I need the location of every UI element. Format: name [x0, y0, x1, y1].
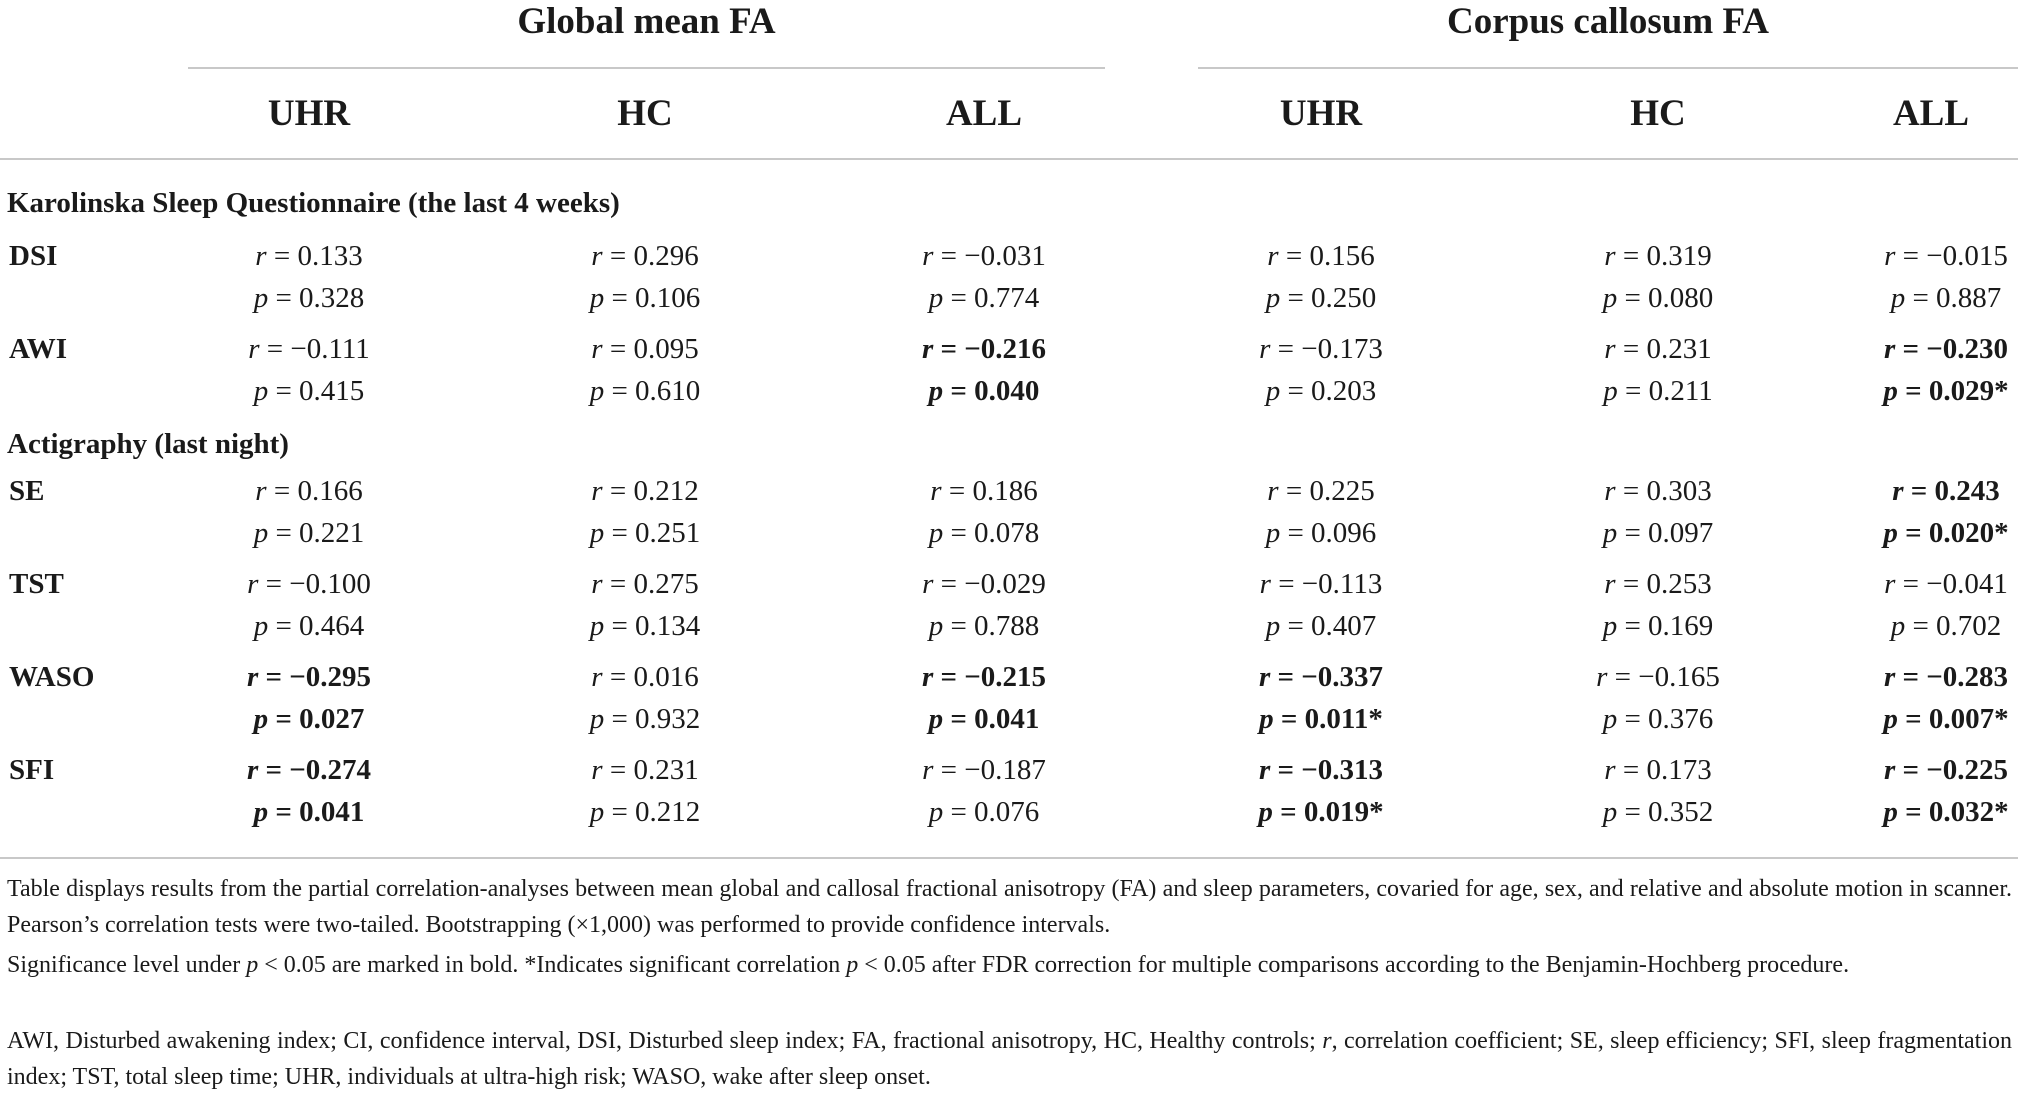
cell-p-value: p = 0.203: [1265, 375, 1377, 407]
cell-p-value: p = 0.887: [1890, 282, 2002, 314]
cell-p-value: p = 0.029*: [1883, 375, 2009, 407]
cell-r-value: r = 0.231: [591, 754, 699, 786]
cell-p-value: p = 0.078: [928, 517, 1040, 549]
cell-p-value: p = 0.032*: [1883, 796, 2009, 828]
cell-p-value: p = 0.040: [928, 375, 1040, 407]
cell-p-value: p = 0.221: [253, 517, 365, 549]
cell-r-value: r = 0.156: [1267, 240, 1375, 272]
cell-r-value: r = 0.095: [591, 333, 699, 365]
cell-r-value: r = 0.166: [255, 475, 363, 507]
subheader-global-hc: HC: [617, 93, 673, 134]
footnote-2: Significance level under p < 0.05 are marked in bold. *Indicates significant correlation p < 0.05 after FDR correction for multiple comparisons according to the Benjamin-Hochberg procedure.: [7, 952, 1850, 978]
cell-r-value: r = −0.041: [1884, 568, 2008, 600]
cell-r-value: r = 0.275: [591, 568, 699, 600]
cell-p-value: p = 0.134: [589, 610, 701, 642]
cell-p-value: p = 0.080: [1602, 282, 1714, 314]
row-label-dsi: DSI: [9, 240, 58, 272]
cell-p-value: p = 0.020*: [1883, 517, 2009, 549]
cell-r-value: r = 0.253: [1604, 568, 1712, 600]
cell-r-value: r = 0.212: [591, 475, 699, 507]
cell-r-value: r = −0.173: [1259, 333, 1383, 365]
cell-p-value: p = 0.415: [253, 375, 365, 407]
cell-p-value: p = 0.041: [928, 703, 1040, 735]
cell-p-value: p = 0.702: [1890, 610, 2002, 642]
cell-p-value: p = 0.041: [253, 796, 365, 828]
cell-r-value: r = −0.187: [922, 754, 1046, 786]
cell-r-value: r = −0.111: [248, 333, 370, 365]
subheader-cc-all: ALL: [1892, 93, 1970, 134]
cell-p-value: p = 0.027: [253, 703, 365, 735]
subheader-global-all: ALL: [945, 93, 1023, 134]
cell-p-value: p = 0.076: [928, 796, 1040, 828]
cell-p-value: p = 0.376: [1602, 703, 1714, 735]
cell-r-value: r = −0.230: [1883, 333, 2009, 365]
cell-r-value: r = −0.225: [1883, 754, 2009, 786]
cell-r-value: r = 0.243: [1892, 475, 2000, 507]
group-rule-corpus-callosum: [1198, 67, 2018, 69]
group-header-global: Global mean FA: [517, 1, 776, 42]
cell-p-value: p = 0.019*: [1258, 796, 1384, 828]
cell-p-value: p = 0.407: [1265, 610, 1377, 642]
cell-r-value: r = 0.173: [1604, 754, 1712, 786]
cell-p-value: p = 0.352: [1602, 796, 1714, 828]
cell-r-value: r = −0.029: [922, 568, 1046, 600]
subheader-global-uhr: UHR: [267, 93, 351, 134]
cell-p-value: p = 0.788: [928, 610, 1040, 642]
cell-p-value: p = 0.212: [589, 796, 701, 828]
cell-r-value: r = −0.165: [1596, 661, 1720, 693]
section-title: Karolinska Sleep Questionnaire (the last 4 weeks): [7, 187, 620, 219]
cell-r-value: r = −0.100: [247, 568, 371, 600]
cell-r-value: r = −0.015: [1884, 240, 2008, 272]
cell-r-value: r = 0.186: [930, 475, 1038, 507]
cell-r-value: r = −0.274: [246, 754, 372, 786]
cell-r-value: r = 0.303: [1604, 475, 1712, 507]
cell-p-value: p = 0.774: [928, 282, 1040, 314]
cell-r-value: r = 0.133: [255, 240, 363, 272]
cell-p-value: p = 0.011*: [1259, 703, 1383, 735]
footnote-3: AWI, Disturbed awakening index; CI, confidence interval, DSI, Disturbed sleep index; FA, fractional anisotropy, HC, Healthy controls; r, correlation coefficient; SE, sleep efficiency; SFI, sleep fragmentation index; TST, total sleep time; UHR, individuals at ultra-high risk; WASO, wake after sleep onset.: [7, 1028, 2012, 1090]
subheader-cc-uhr: UHR: [1279, 93, 1363, 134]
cell-r-value: r = 0.296: [591, 240, 699, 272]
cell-p-value: p = 0.250: [1265, 282, 1377, 314]
cell-p-value: p = 0.106: [589, 282, 701, 314]
table-bottom-rule: [0, 857, 2018, 859]
cell-p-value: p = 0.096: [1265, 517, 1377, 549]
row-label-se: SE: [9, 475, 45, 507]
row-label-tst: TST: [9, 568, 64, 600]
cell-p-value: p = 0.932: [589, 703, 701, 735]
cell-r-value: r = 0.225: [1267, 475, 1375, 507]
header-bottom-rule: [0, 158, 2018, 160]
cell-p-value: p = 0.328: [253, 282, 365, 314]
row-label-waso: WASO: [9, 661, 95, 693]
cell-p-value: p = 0.169: [1602, 610, 1714, 642]
cell-r-value: r = −0.295: [246, 661, 372, 693]
row-label-awi: AWI: [9, 333, 68, 365]
group-rule-global: [188, 67, 1105, 69]
cell-p-value: p = 0.464: [253, 610, 365, 642]
footnote-1: Table displays results from the partial correlation-analyses between mean global and callosal fractional anisotropy (FA) and sleep parameters, covaried for age, sex, and relative and absolute motion in scanner. Pearson’s correlation tests were two-tailed. Bootstrapping (×1,000) was performed to provide confidence intervals.: [7, 876, 2012, 938]
section-title: Actigraphy (last night): [7, 428, 289, 460]
cell-r-value: r = 0.016: [591, 661, 699, 693]
subheader-cc-hc: HC: [1630, 93, 1686, 134]
cell-r-value: r = −0.313: [1258, 754, 1384, 786]
cell-r-value: r = −0.215: [921, 661, 1047, 693]
cell-r-value: r = −0.337: [1258, 661, 1384, 693]
cell-p-value: p = 0.610: [589, 375, 701, 407]
group-header-corpus-callosum: Corpus callosum FA: [1446, 1, 1770, 42]
cell-r-value: r = −0.113: [1259, 568, 1383, 600]
cell-p-value: p = 0.251: [589, 517, 701, 549]
cell-r-value: r = −0.283: [1883, 661, 2009, 693]
cell-p-value: p = 0.211: [1603, 375, 1713, 407]
cell-r-value: r = −0.031: [922, 240, 1046, 272]
cell-r-value: r = 0.231: [1604, 333, 1712, 365]
cell-p-value: p = 0.097: [1602, 517, 1714, 549]
cell-p-value: p = 0.007*: [1883, 703, 2009, 735]
cell-r-value: r = −0.216: [921, 333, 1047, 365]
cell-r-value: r = 0.319: [1604, 240, 1712, 272]
row-label-sfi: SFI: [9, 754, 55, 786]
